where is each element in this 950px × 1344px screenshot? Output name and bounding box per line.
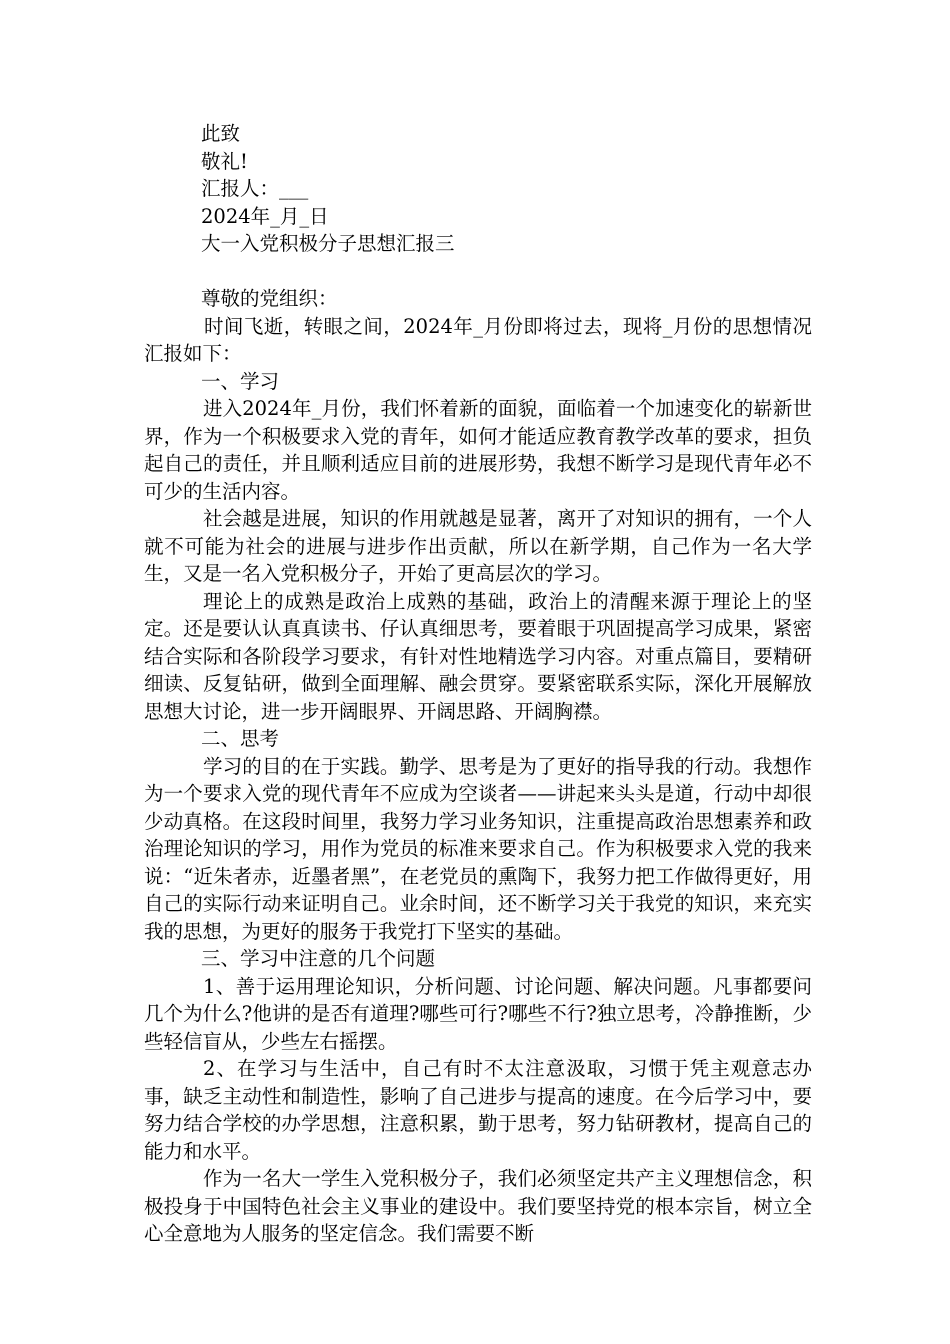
date-line: 2024年_月_日	[201, 204, 329, 228]
issues-paragraph-1: 1、善于运用理论知识，分析问题、讨论问题、解决问题。凡事都要问几个为什么?他讲的是否有道理?哪些可行?哪些不行?独立思考，冷静推断，少些轻信盲从，少些左右摇摆。	[144, 974, 812, 1053]
closing-salute: 敬礼!	[201, 149, 248, 173]
section-heading-issues: 三、学习中注意的几个问题	[201, 947, 436, 970]
study-paragraph-1: 进入2024年_月份，我们怀着新的面貌，面临着一个加速变化的崭新世界，作为一个积极要求入党的青年，如何才能适应教育教学改革的要求，担负起自己的责任，并且顺利适应目前的进展形势，我想不断学习是现代青年必不可少的生活内容。	[144, 397, 812, 503]
report-title: 大一入党积极分子思想汇报三	[201, 232, 455, 255]
salutation: 尊敬的党组织：	[201, 287, 338, 310]
intro-paragraph: 时间飞逝，转眼之间，2024年_月份即将过去，现将_月份的思想情况汇报如下：	[144, 314, 812, 365]
study-paragraph-3: 理论上的成熟是政治上成熟的基础，政治上的清醒来源于理论上的坚定。还是要认认真真读书、仔认真细思考，要着眼于巩固提高学习成果，紧密结合实际和各阶段学习要求，有针对性地精选学习内容。对重点篇目，要精研细读、反复钻研，做到全面理解、融会贯穿。要紧密联系实际，深化开展解放思想大讨论，进一步开阔眼界、开阔思路、开阔胸襟。	[144, 589, 812, 723]
study-paragraph-2: 社会越是进展，知识的作用就越是显著，离开了对知识的拥有，一个人就不可能为社会的进展与进步作出贡献，所以在新学期，自己作为一名大学生，又是一名入党积极分子，开始了更高层次的学习。	[144, 507, 812, 585]
issues-paragraph-2: 2、在学习与生活中，自己有时不太注意汲取，习惯于凭主观意志办事，缺乏主动性和制造性，影响了自己进步与提高的速度。在今后学习中，要努力结合学校的办学思想，注意积累，勤于思考，努力钻研教材，提高自己的能力和水平。	[144, 1057, 812, 1163]
reporter-line: 汇报人：___	[201, 177, 309, 200]
section-heading-study: 一、学习	[201, 369, 280, 393]
document-body	[144, 120, 812, 1248]
closing-paragraph: 作为一名大一学生入党积极分子，我们必须坚定共产主义理想信念，积极投身于中国特色社会主义事业的建设中。我们要坚持党的根本宗旨，树立全心全意地为人服务的坚定信念。我们需要不断	[144, 1167, 812, 1245]
thinking-paragraph: 学习的目的在于实践。勤学、思考是为了更好的指导我的行动。我想作为一个要求入党的现代青年不应成为空谈者——讲起来头头是道，行动中却很少动真格。在这段时间里，我努力学习业务知识，注重提高政治思想素养和政治理论知识的学习，用作为党员的标准来要求自己。作为积极要求入党的我来说：“近朱者赤，近墨者黑”，在老党员的熏陶下，我努力把工作做得更好，用自己的实际行动来证明自己。业余时间，还不断学习关于我党的知识，来充实我的思想，为更好的服务于我党打下坚实的基础。	[144, 754, 812, 943]
section-heading-thinking: 二、思考	[201, 727, 280, 750]
blank-line	[144, 258, 812, 286]
closing-phrase: 此致	[201, 122, 241, 145]
